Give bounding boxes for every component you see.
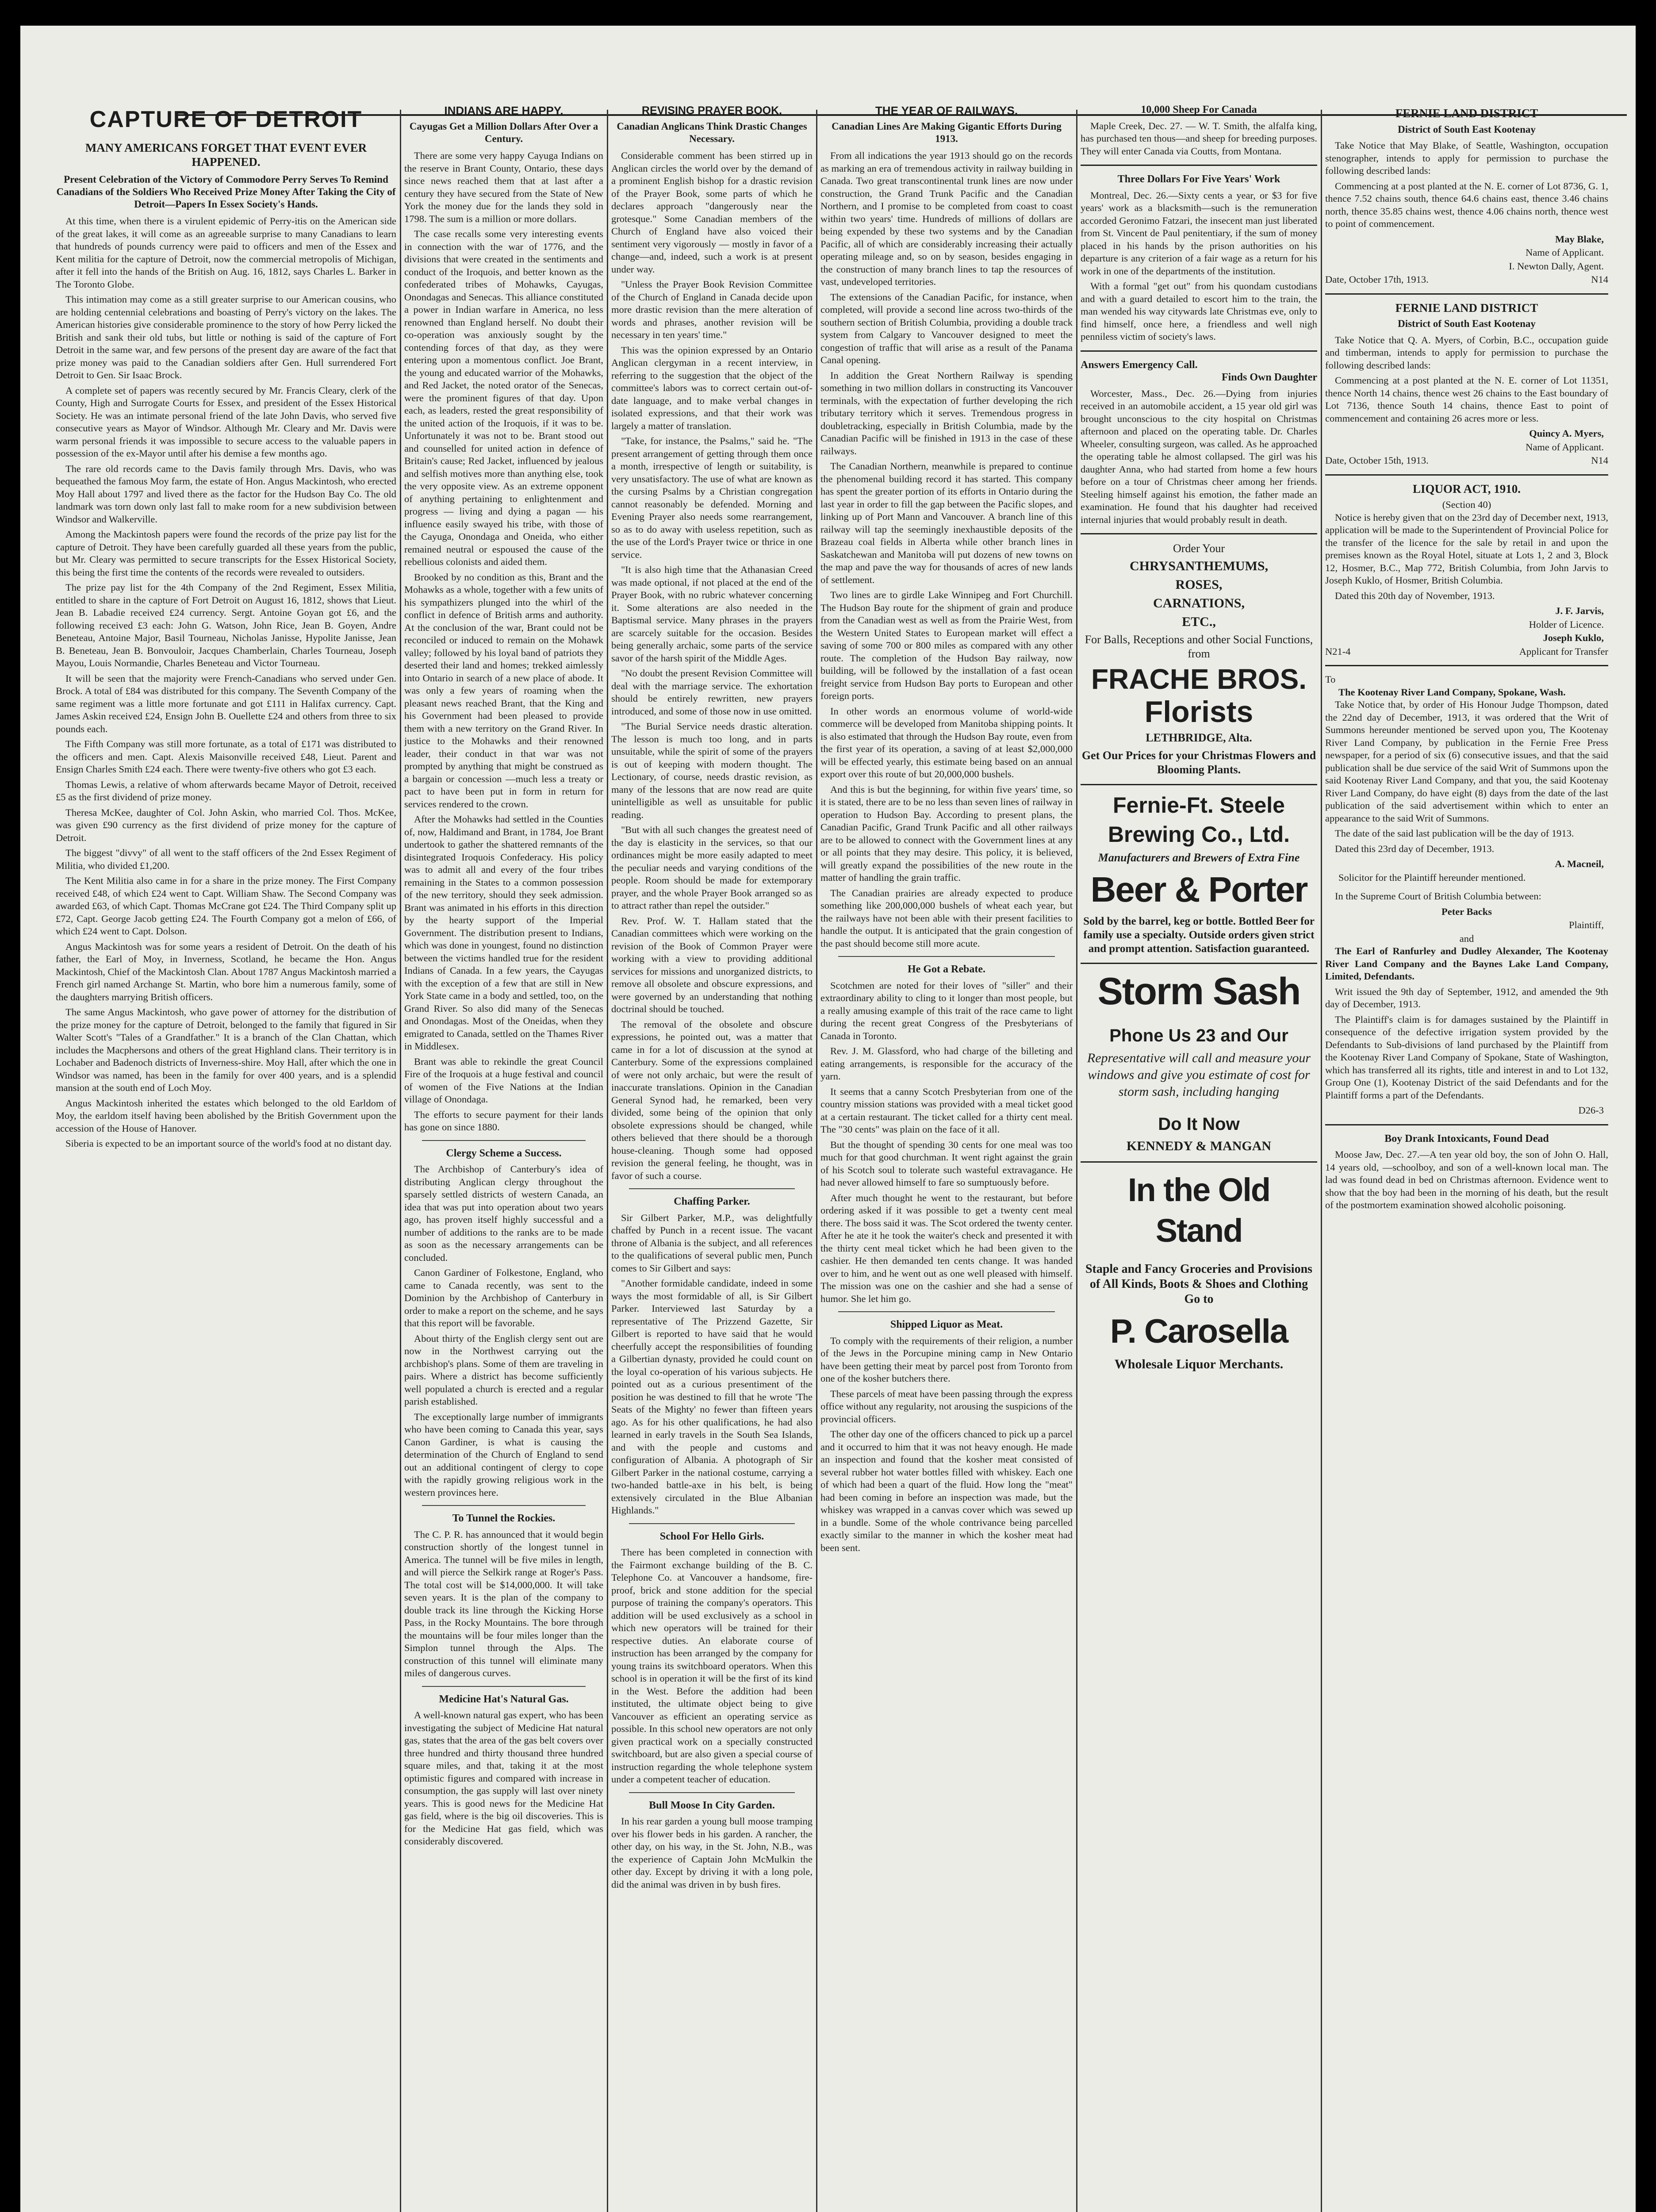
court-and: and xyxy=(1459,933,1474,944)
article-paragraph: These parcels of meat have been passing through the express office without any regularity, not arousing the suspicions of the provincial officers. xyxy=(820,1388,1073,1425)
article-paragraph: Considerable comment has been stirred up in Anglican circles the world over by the demand of a prominent English bishop for a drastic revision of the Prayer Book, some parts of which he declares approach "dangerously near the grotesque." Some Canadian members of the Church of England have also voiced their sentiment very vigorously — mostly in favor of a change—and, indeed, such a work is at present under way. xyxy=(611,150,813,275)
column-2 xyxy=(404,101,603,2212)
article-paragraph: "The Burial Service needs drastic alteration. The lesson is much too long, and in parts unsuitable, while the spirit of some of the prayers is out of keeping with modern thought. The Lectionary, of course, needs drastic revision, as many of the lessons that are now read are quite unintelligible as well as unsuitable for public reading. xyxy=(611,721,813,820)
article-paragraph: The Canadian Northern, meanwhile is prepared to continue the phenomenal building record it has started. This company has spent the greater portion of its efforts in Ontario during the last year in order to fill the gap between the Pacific slopes, and linking up of Port Mann and Vancouver. A branch line of this railway will tap the seemingly inexhaustible deposits of the Brazeau coal fields in Alberta while other branch lines in Saskatchewan and Manitoba will put dozens of new towns on the map and pave the way for thousands of acres of new lands of settlement. xyxy=(820,461,1073,585)
fernie-land-headline: FERNIE LAND DISTRICT xyxy=(1395,301,1538,315)
article-separator xyxy=(838,956,1055,957)
article-paragraph: But the thought of spending 30 cents for one meal was too much for that good churchman. It went right against the grain of his Scotch soul to tolerate such wasteful extravagance. He had never allowed himself to fare so sumptuously before. xyxy=(820,1139,1073,1188)
article-paragraph: Worcester, Mass., Dec. 26.—Dying from injuries received in an automobile accident, a 15 year old girl was brought unconscious to the city hospital on Christmas afternoon and placed on the operating table. Dr. Charles Wheeler, consulting surgeon, was called. As he approached the operating table he almost collapsed. The girl was his daughter Anna, who had started from home a few hours before on a tour of Christmas cheer among her friends. Steeling himself against his emotion, the father made an examination. He found that his daughter had received internal injuries that would probably result in death. xyxy=(1081,388,1317,525)
article-paragraph: Thomas Lewis, a relative of whom afterwards became Mayor of Detroit, received £5 as the first dividend of prize money. xyxy=(56,779,396,803)
notice-code: D26-3 xyxy=(1578,1105,1604,1116)
article-paragraph: Brooked by no condition as this, Brant and the Mohawks as a whole, together with a few units of his sympathizers plunged into the whirl of the conflict in defence of British arms and authority. At the conclusion of the war, Brant could not be reconciled or induced to remain on the Mohawk valley; followed by his loyal band of patriots they deserted their land and homes; trekked aimlessly into Ontario in search of a new place of abode. It was only a few years of roaming when the pleasant news reached Brant, that the King and his Government had been pleased to provide them with a new territory on the Grand River. In justice to the Mohawks and their renowned leader, their conduct in that war was not prompted by anything that might be construed as a bargain or concession —much less a treaty or pact to have been put in form in return for services rendered to the crown. xyxy=(404,571,603,810)
article-separator xyxy=(1081,350,1317,352)
clergy-headline: Clergy Scheme a Success. xyxy=(446,1147,562,1159)
beer-porter-label: Beer & Porter xyxy=(1090,870,1307,909)
article-paragraph: It will be seen that the majority were French-Canadians who served under Gen. Brock. A total of £84 was distributed for this company. The Seventh Company of the same regiment was a little more fortunate and got £111 in Halifax currency. Capt. James Askin received £24, Ensign John B. Ouellette £24 and others from three to six pounds each. xyxy=(56,672,396,734)
column-divider xyxy=(816,110,817,2212)
article-paragraph: After much thought he went to the restaurant, but before ordering asked if it was possible to get a twenty cent meal there. The boss said it was. The Scot ordered the twenty center. After he ate it he took the waiter's check and presented it with the thirty cent meal ticket which he had been given to the cashier. He then demanded ten cents change. It was handed over to him, and he went out as one well pleased with himself. The mission was one on the cashier and she had a sense of humor. She let him go. xyxy=(820,1192,1073,1304)
notice-code: N14 xyxy=(1591,455,1608,466)
court-party: The Earl of Ranfurley and Dudley Alexander, The Kootenay River Land Company and the Baynes Lake Land Company, Limited, Defendants. xyxy=(1325,945,1608,982)
article-separator xyxy=(1081,165,1317,166)
emergency-headline: Answers Emergency Call. xyxy=(1081,359,1198,371)
railways-headline: THE YEAR OF RAILWAYS. xyxy=(875,104,1018,117)
carosella-name: P. Carosella xyxy=(1110,1313,1288,1350)
article-paragraph: To comply with the requirements of their religion, a number of the Jews in the Porcupine mining camp in New Ontario have been getting their meat by parcel post from Toronto from one of the kosher butchers there. xyxy=(820,1335,1073,1384)
article-paragraph: From all indications the year 1913 should go on the records as marking an era of tremendous activity in railway building in Canada. Two great transcontinental trunk lines are now under construction, the Grand Trunk Pacific and the Canadian Northern, and I promise to be completed from coast to coast within two years' time. Hundreds of millions of dollars are being expended by these two systems and by the Canadian Pacific, all of which are considerably increasing their actually operating mileage and, so on by season, besides engaging in the construction of many branch lines to tap the resources of vast, undeveloped territories. xyxy=(820,150,1073,287)
notice-code: N14 xyxy=(1591,274,1608,285)
prayer-book-deck: Canadian Anglicans Think Drastic Changes Necessary. xyxy=(617,121,807,144)
florists-label: Florists xyxy=(1144,695,1254,729)
ad-border xyxy=(1081,784,1317,785)
notice-paragraph: Take Notice that Q. A. Myers, of Corbin, B.C., occupation guide and timberman, intends to apply for permission to purchase the following described lands: xyxy=(1325,334,1608,371)
notice-paragraph: Take Notice that, by order of His Honour Judge Thompson, dated the 22nd day of December, 1913, it was ordered that the Writ of Summons hereunder mentioned be served upon you, The Kootenay River Land Company, by publication in the Fernie Free Press newspaper, for a period of six (6) consecutive issues, and that the said publication shall be due service of the said Writ of Summons upon the said Kootenay River Land Company, and that you, the said Kootenay River Land Company, do have eight (8) days from the date of the last publication of the said advertisement within which to enter an appearance to the said Writ of Summons. xyxy=(1325,699,1608,824)
article-paragraph: Sir Gilbert Parker, M.P., was delightfully chaffed by Punch in a recent issue. The vacant throne of Albania is the subject, and all references to the qualifications of several public men, Punch comes to Sir Gilbert and says: xyxy=(611,1212,813,1274)
signature: Name of Applicant. xyxy=(1526,441,1604,453)
boy-drank-headline: Boy Drank Intoxicants, Found Dead xyxy=(1384,1133,1549,1144)
rebate-headline: He Got a Rebate. xyxy=(908,964,985,975)
article-paragraph: Rev. Prof. W. T. Hallam stated that the Canadian committees which were working on the revision of the Book of Common Prayer were working with a view to providing additional services for missions and unorganized districts, to remove all obsolete and obscure expressions, and were governed by an understanding that nothing doctrinal should be touched. xyxy=(611,915,813,1014)
column-divider xyxy=(400,110,401,2212)
article-paragraph: Rev. J. M. Glassford, who had charge of the billeting and eating arrangements, is responsible for the accuracy of the yarn. xyxy=(820,1045,1073,1082)
article-paragraph: The other day one of the officers chanced to pick up a parcel and it occurred to him that it was not heavy enough. He made an inspection and found that the kosher meat consisted of several rubber hot water bottles filled with whiskey. Each one of which had been a quart of the fluid. How long the "meat" had been coming in before an inspection was made, but the whiskey was wrapped in a canvas cover which was sewed up in a bundle. Some of the whole contrivance being parcelled exactly similar to the manner in which the kosher meat had been sent. xyxy=(820,1429,1073,1553)
article-paragraph: A complete set of papers was recently secured by Mr. Francis Cleary, clerk of the County, High and Surrogate Courts for Essex, and president of the Essex Historical Society. He was an intimate personal friend of the late John Davis, who served five consecutive years as Mayor of Windsor. Although Mr. Cleary and Mr. Davis were warm personal friends it was impossible to secure access to the valuable papers in possession of the ex-Mayor until after his demise a few months ago. xyxy=(56,384,396,459)
florist-ad xyxy=(1081,541,1317,777)
article-paragraph: Siberia is expected to be an important source of the world's food at no distant day. xyxy=(65,1138,392,1149)
article-paragraph: Angus Mackintosh inherited the estates which belonged to the old Earldom of Moy, the earldom itself having been abolished by the British Government upon the accession of the House of Hanover. xyxy=(56,1097,396,1134)
column-divider xyxy=(1076,110,1077,2212)
notice-paragraph: Take Notice that May Blake, of Seattle, Washington, occupation stenographer, intends to apply for permission to purchase the following described lands: xyxy=(1325,140,1608,176)
signature: May Blake, xyxy=(1555,233,1604,245)
article-separator xyxy=(629,1523,795,1524)
emergency-headline-2: Finds Own Daughter xyxy=(1221,372,1317,383)
notice-separator xyxy=(1325,1124,1608,1125)
signature: Quincy A. Myers, xyxy=(1529,428,1604,439)
article-paragraph: The biggest "divvy" of all went to the staff officers of the 2nd Essex Regiment of Militia, who divided £1,200. xyxy=(56,847,396,871)
indians-deck: Cayugas Get a Million Dollars After Over a Century. xyxy=(409,121,598,144)
school-headline: School For Hello Girls. xyxy=(659,1530,764,1542)
liquor-act-section: (Section 40) xyxy=(1442,499,1491,510)
notice-paragraph: The date of the said last publication will be the day of 1913. xyxy=(1335,828,1574,839)
ad-tagline: Wholesale Liquor Merchants. xyxy=(1114,1357,1284,1371)
article-paragraph: The same Angus Mackintosh, who gave power of attorney for the distribution of the prize money for the capture of Detroit, belonged to the family that figured in Sir Walter Scott's "Tales of a Grandfather." It is a branch of the Clan Chattan, which includes the Macphersons and others of the great Highland clans. Their territory is in Lochaber and Badenoch districts of Inverness-shire. Moy Hall, after which the one in Windsor was named, has been in the family for over 400 years, and is a splendid mansion at the south end of Loch Moy. xyxy=(56,1006,396,1093)
column-3 xyxy=(611,101,813,2212)
do-it-now-label: Do It Now xyxy=(1158,1114,1240,1134)
ad-tagline: Manufacturers and Brewers of Extra Fine xyxy=(1098,851,1300,864)
article-paragraph: About thirty of the English clergy sent out are now in the Northwest carrying out the archbishop's plans. Some of them are traveling in pairs. Where a district has become sufficiently well populated a church is erected and a regular parish established. xyxy=(404,1333,603,1407)
notice-paragraph: In the Supreme Court of British Columbia between: xyxy=(1335,891,1541,902)
article-paragraph: "Take, for instance, the Psalms," said he. "The present arrangement of getting through them once a month, irrespective of length or suitability, is very unsatisfactory. The use of what are known as the cursing Psalms by a Christian congregation cannot reasonably be defended. Morning and Evening Prayer also needs some rearrangement, so as to do away with useless repetition, such as the use of the Lord's Prayer twice or thrice in one service. xyxy=(611,435,813,560)
storm-sash-title: Storm Sash xyxy=(1097,970,1300,1013)
notice-paragraph: Writ issued the 9th day of September, 1912, and amended the 9th day of December, 1913. xyxy=(1325,986,1608,1010)
signature: Solicitor for the Plaintiff hereunder mentioned. xyxy=(1338,872,1526,883)
brewing-ad xyxy=(1081,792,1317,956)
column-divider xyxy=(607,110,608,2212)
article-paragraph: This intimation may come as a still greater surprise to our American cousins, who are holding centennial celebrations and boasting of Perry's victory on the lakes. The American histories give considerable prominence to the story of how Perry licked the British and sank their old tubs, but little or nothing is said of the capture of Fort Detroit in the same war, and few persons of the present day are aware of the fact that prize money was paid to the Canadian soldiers after Gen. Hull surrendered Fort Detroit to Gen. Sir Isaac Brock. xyxy=(56,294,396,380)
capture-deck: Present Celebration of the Victory of Commodore Perry Serves To Remind Canadians of the Soldiers Who Received Prize Money After Taking the City of Detroit—Papers In Essex Society's Hands. xyxy=(56,174,396,210)
ad-tagline: Get Our Prices for your Christmas Flowers and Blooming Plants. xyxy=(1081,749,1316,776)
article-separator xyxy=(838,1311,1055,1312)
article-paragraph: Among the Mackintosh papers were found the records of the prize pay list for the capture of Detroit. They have been carefully guarded all these years from the public, but Mr. Cleary was permitted to secure transcripts for the Essex Historical Society, this being the first time the contents of the records were revealed to outsiders. xyxy=(56,529,396,578)
article-paragraph: Two lines are to girdle Lake Winnipeg and Fort Churchill. The Hudson Bay route for the shipment of grain and produce from the Canadian west as well as from the Prairie West, from the Western United States to European market will effect a saving of some 700 or 800 miles as compared with any other route. The completion of the Hudson Bay railway, now building, will be followed by the installation of a fast ocean freight service from Hudson Bay ports to European and other foreign ports. xyxy=(820,589,1073,701)
indians-headline: INDIANS ARE HAPPY. xyxy=(444,104,564,117)
district-subhead: District of South East Kootenay xyxy=(1398,318,1536,329)
notice-date: Date, October 15th, 1913. xyxy=(1325,455,1429,466)
court-party: Peter Backs xyxy=(1441,906,1492,917)
liquor-meat-headline: Shipped Liquor as Meat. xyxy=(890,1319,1003,1330)
notice-date-row xyxy=(1325,273,1608,286)
article-paragraph: There has been completed in connection with the Fairmont exchange building of the B. C. Telephone Co. at Vancouver a handsome, fire-proof, brick and stone addition for the special purpose of training the company's operators. This addition will be used exclusively as a school in which new operators will be trained for their respective duties. An elaborate course of instruction has been arranged by the company for young trains its switchboard operators. When this school is in operation it will be the first of its kind in the West. Before the addition had been instituted, the ultimate object being to give Vancouver as efficient an operating service as possible. In this school new operators are not only given practical work on a specially constructed switchboard, but are also given a special course of instruction regarding the whole telephone system under a competent teacher of education. xyxy=(611,1547,813,1785)
ad-line: CARNATIONS, xyxy=(1153,596,1245,611)
column-1 xyxy=(56,101,396,2212)
notice-paragraph: Commencing at a post planted at the N. E. corner of Lot 8736, G. 1, thence 7.52 chains south, thence 64.6 chains east, thence 3.46 chains north, thence 35.85 chains west, thence 4.06 chains north, thence west to point of commencement. xyxy=(1325,180,1608,229)
article-paragraph: "It is also high time that the Athanasian Creed was made optional, if not placed at the end of the Prayer Book, with no rubric whatever concerning it. Some alterations are also needed in the Baptismal service. Many phrases in the prayers are scarcely suitable for the occasion. Besides being generally archaic, some parts of the service savor of the harsh spirit of the Middle Ages. xyxy=(611,564,813,664)
ad-border xyxy=(1081,963,1317,964)
notice-date-row xyxy=(1325,645,1608,658)
newspaper-page xyxy=(20,26,1636,2212)
article-paragraph: The Kent Militia also came in for a share in the prize money. The First Company received £48, of which £24 went to Capt. William Shaw. The Second Company was awarded £63, of which Capt. Thomas McCrane got £24. The Third Company split up £72, Capt. George Jacob getting £24. The Fourth Company got a melon of £66, of which £24 went to Capt. Dolson. xyxy=(56,875,396,937)
notice-date-row xyxy=(1325,454,1608,467)
article-paragraph: In other words an enormous volume of world-wide commerce will be developed from Manitoba shipping points. It is also estimated that through the Hudson Bay route, even from the first year of its operation, a saving of at least $2,000,000 will be effected yearly, this estimate being based on an annual export over this route of but 20,000,000 bushels. xyxy=(820,705,1073,780)
article-paragraph: The case recalls some very interesting events in connection with the war of 1776, and the divisions that were created in the sentiments and conduct of the Iroquois, and better known as the confederated tribes of Mohawks, Cayugas, Onondagas and Senecas. This alliance constituted a power in Indian warfare in America, no less renowned than England herself. No doubt their co-operation was anxiously sought by the contending forces of that day, as they were entering upon a momentous conflict. Joe Brant, the young and educated warrior of the Mohawks, and Red Jacket, the noted orator of the Senecas, were the prominent figures of that day. Upon each, as leaders, rested the great responsibility of the united action of the Iroquois, if it was to be. Unfortunately it was not to be. Brant stood out and counselled for united action in defence of Britain's cause; Red Jacket, influenced by jealous and selfish motives more than anything else, took the very opposite view. As an extreme opponent of anything pertaining to enlightenment and progress — living and dying a pagan — his influence easily swayed his tribe, with those of the Cayuga, Onondaga and Oneida, who either remained neutral or espoused the cause of the rebellious colonists and aided them. xyxy=(404,228,603,567)
article-separator xyxy=(422,1686,586,1687)
article-paragraph: In addition the Great Northern Railway is spending something in two million dollars in constructing its Vancouver terminals, with the expectation of further developing the rich tributary territory which it serves. Tremendous progress in doubletracking, especially in British Columbia, made by the Canadian Pacific will be finished in 1913 in the case of these railways. xyxy=(820,369,1073,457)
signature: Holder of Licence. xyxy=(1529,618,1604,630)
article-paragraph: With a formal "get out" from his quondam custodians and with a guard detailed to escort him to the train, the man wended his way citywards late Christmas eve, only to find himself, once here, a friendless and well nigh penniless victim of society's laws. xyxy=(1081,280,1317,342)
notice-paragraph: Dated this 23rd day of December, 1913. xyxy=(1335,843,1495,854)
article-paragraph: Brant was able to rekindle the great Council Fire of the Iroquois at a huge festival and council of women of the Five Nations at the Indian village of Onondaga. xyxy=(404,1056,603,1105)
article-paragraph: Scotchmen are noted for their loves of "siller" and their extraordinary ability to cling to it longer than most people, but a really amusing example of this trait of the race came to light during the recent great Congress of the Presbyterians of Canada in Toronto. xyxy=(820,979,1073,1041)
article-paragraph: "Unless the Prayer Book Revision Committee of the Church of England in Canada decide upon more drastic revision than the mere alteration of words and phrases, another revision will be necessary in ten years' time." xyxy=(611,279,813,340)
notice-date: Date, October 17th, 1913. xyxy=(1325,274,1429,285)
article-paragraph: And this is but the beginning, for within five years' time, so it is stated, there are to be no less than seven lines of railway in operation to Hudson Bay. According to present plans, the Canadian Pacific, Grand Trunk Pacific and all other railways are to be allowed to connect with the Government lines at any or all points that they may desire. This policy, it is believed, will greatly expand the possibilities of the new route in the matter of handling the grain traffic. xyxy=(820,783,1073,883)
old-stand-title: In the Old Stand xyxy=(1127,1171,1270,1249)
signature: A. Macneil, xyxy=(1555,858,1604,869)
article-paragraph: The Archbishop of Canterbury's idea of distributing Anglican clergy throughout the sparsely settled districts of western Canada, an idea that was put into operation about two years ago, has proven itself highly successful and a number of additions to the ranks are to be made as soon as the necessary arrangements can be concluded. xyxy=(404,1164,603,1263)
article-paragraph: The prize pay list for the 4th Company of the 2nd Regiment, Essex Militia, entitled to share in the capture of Fort Detroit on August 16, 1812, shows that Lieut. Jean B. Labadie received £24 currency. Sergt. Antoine Goyan got £6, and the following received £3 each: John G. Watson, John Rice, Jean B. Goyen, Andre Beneteau, Antoine Major, Basil Tourneau, Nicholas Janisse, Hypolite Janisse, Jean B. Beneteau, Jean B. Bonvouloir, Jacques Chamberlain, Charles Tourneau, Joseph Mayou, Louis Normandie, Charles Beneteau and Victor Tourneau. xyxy=(56,582,396,668)
ad-line: CHRYSANTHEMUMS, xyxy=(1129,559,1269,573)
notice-paragraph: The Plaintiff's claim is for damages sustained by the Plaintiff in consequence of the defective irrigation system provided by the Defendants to Sub-divisions of land purchased by the Plaintiff from the Kootenay River Land Company of Spokane, State of Washington, which has transferred all its rights, title and interest in and to Lot 132, Group One (1), Kootenay District of the said Defendants and for the Plaintiff forms a part of the Defendants. xyxy=(1325,1014,1608,1101)
column-4 xyxy=(820,101,1073,2212)
article-paragraph: Moose Jaw, Dec. 27.—A ten year old boy, the son of John O. Hall, 14 years old, —schoolboy, and son of a well-known local man. The lad was found dead in bed on Christmas afternoon. Evidence went to show that the boy had been in the morning of his death, but the result of the postmortem examination showed alcoholic poisoning. xyxy=(1325,1149,1608,1210)
ad-line: Order Your xyxy=(1173,542,1225,555)
article-paragraph: Canon Gardiner of Folkestone, England, who came to Canada recently, was sent to the Dominion by the Archbishop of Canterbury in order to make a report on the scheme, and he says that this report will be favorable. xyxy=(404,1267,603,1329)
ad-tagline: Sold by the barrel, keg or bottle. Bottled Beer for family use a specialty. Outside orders given strict and prompt attention. Satisfaction guaranteed. xyxy=(1083,915,1315,955)
article-paragraph: Theresa McKee, daughter of Col. John Askin, who married Col. Thos. McKee, was given £90 currency as the first dividend of prize money for the capture of Detroit. xyxy=(56,806,396,843)
article-paragraph: The efforts to secure payment for their lands has gone on since 1880. xyxy=(404,1109,603,1133)
signature: Applicant for Transfer xyxy=(1519,645,1608,657)
ad-line: For Balls, Receptions and other Social Functions, from xyxy=(1085,633,1313,660)
ad-border xyxy=(1081,533,1317,534)
fernie-land-headline: FERNIE LAND DISTRICT xyxy=(1395,107,1538,120)
article-paragraph: At this time, when there is a virulent epidemic of Perry-itis on the American side of the great lakes, it will come as an agreeable surprise to many Canadians to learn that hundreds of pounds currency were paid to officers and men of the Essex and Kent militia for the capture of Detroit, now the commercial metropolis of Michigan, after it fell into the hands of the British on Aug. 16, 1812, says Charles L. Barker in The Toronto Globe. xyxy=(56,215,396,290)
notice-code: N21-4 xyxy=(1325,645,1351,657)
article-paragraph: A well-known natural gas expert, who has been investigating the subject of Medicine Hat natural gas, states that the area of the gas belt covers over three hundred and thirty thousand three hundred square miles, and that, taking it at the most optimistic figures and compared with increase in consumption, the gas supply will last over ninety years. This is good news for the Medicine Hat gas field, where is the big oil discoveries. This is for the Medicine Hat gas field, which was considerably discovered. xyxy=(404,1709,603,1847)
notice-separator xyxy=(1325,293,1608,295)
district-subhead: District of South East Kootenay xyxy=(1398,123,1536,135)
capture-article-body xyxy=(56,215,396,1150)
article-paragraph: The rare old records came to the Davis family through Mrs. Davis, who was bequeathed the famous Moy farm, the estate of Hon. Angus Mackintosh, who erected Moy Hall about 1797 and lived there as the factor for the Hudson Bay Co. The old landmark was torn down only last fall to make room for a new subdivision between Windsor and Walkerville. xyxy=(56,463,396,525)
article-paragraph: The Fifth Company was still more fortunate, as a total of £171 was distributed to the officers and men. Capt. Alexis Maisonville received £48, Lieut. Parent and Ensign Charles Smith £24 each. There were twenty-five others who got £3 each. xyxy=(56,738,396,775)
railways-deck: Canadian Lines Are Making Gigantic Efforts During 1913. xyxy=(832,121,1062,144)
notice-to: To xyxy=(1325,674,1336,685)
article-separator xyxy=(629,1792,795,1793)
signature: J. F. Jarvis, xyxy=(1555,605,1604,616)
signature: Name of Applicant. xyxy=(1526,247,1604,258)
chaffing-headline: Chaffing Parker. xyxy=(674,1196,750,1207)
article-separator xyxy=(422,1140,586,1141)
notice-paragraph: Notice is hereby given that on the 23rd day of December next, 1913, application will be made to the Superintendent of Provincial Police for the transfer of the licence for the sale by retail in and upon the premises known as the Royal Hotel, situate at Lots 1, 2 and 3, Block 12, Hosmer, B.C., Map 772, British Columbia, from John Jarvis to Joseph Kuklo, of Hosmer, British Columbia. xyxy=(1325,511,1608,586)
notice-separator xyxy=(1325,474,1608,476)
ad-line: ETC., xyxy=(1182,614,1216,629)
sheep-headline: 10,000 Sheep For Canada xyxy=(1141,104,1257,115)
tunnel-headline: To Tunnel the Rockies. xyxy=(452,1513,556,1524)
article-paragraph: The Canadian prairies are already expected to produce something like 200,000,000 bushels of wheat each year, but the railways have not been able with their present facilities to handle the output. It is anticipated that the grain congestion of the past should become still more acute. xyxy=(820,887,1073,949)
gas-headline: Medicine Hat's Natural Gas. xyxy=(439,1693,569,1705)
notice-paragraph: Dated this 20th day of November, 1913. xyxy=(1335,590,1495,601)
brewery-name-2: Brewing Co., Ltd. xyxy=(1108,822,1290,847)
brewery-name-1: Fernie-Ft. Steele xyxy=(1113,793,1285,818)
court-role: Plaintiff, xyxy=(1569,919,1604,930)
article-paragraph: This was the opinion expressed by an Ontario Anglican clergyman in a recent interview, in referring to the suggestion that the object of the committee's labors was to correct certain out-of-date language, and to make verbal changes in isolated expressions, and that their work was largely a matter of translation. xyxy=(611,344,813,431)
ad-border xyxy=(1081,1161,1317,1163)
notice-paragraph: Commencing at a post planted at the N. E. corner of Lot 11351, thence North 14 chains, thence west 26 chains to the East boundary of Lot 7136, thence South 14 chains, thence East to point of commencement and containing 26 acres more or less. xyxy=(1325,375,1608,424)
article-paragraph: The C. P. R. has announced that it would begin construction shortly of the longest tunnel in America. The tunnel will be five miles in length, and will pierce the Selkirk range at Roger's Pass. The total cost will be $14,000,000. It will take seven years. It is the plan of the company to double track its line through the Kicking Horse Pass, in the Rocky Mountains. The bore through the mountains will be four miles longer than the Simplon tunnel through the Alps. The construction of this tunnel will eliminate many miles of dangerous curves. xyxy=(404,1528,603,1678)
article-paragraph: "No doubt the present Revision Committee will deal with the marriage service. The exhortation should be entirely rewritten, new prayers introduced, and some of those now in use omitted. xyxy=(611,668,813,717)
column-6 xyxy=(1325,101,1608,2212)
article-separator xyxy=(629,1188,795,1189)
article-paragraph: Montreal, Dec. 26.—Sixty cents a year, or $3 for five years' work as a blacksmith—such is the remuneration accorded Geronimo Fatzari, the insecent man just liberated from St. Vincent de Paul penitentiary, if the sum of money placed in his hands by the prison authorities on his departure is any criterion of a fair wage as a return for his work in one of the departments of the institution. xyxy=(1081,189,1317,276)
column-5 xyxy=(1081,101,1317,2212)
signature: Joseph Kuklo, xyxy=(1543,632,1604,643)
article-paragraph: The removal of the obsolete and obscure expressions, he pointed out, was a matter that came in for a lot of discussion at the synod at Canterbury. Some of the expressions complained of were not only archaic, but were the result of inaccurate translations. Opinion in the Canadian General Synod had, he remarked, been very divided, some being of the opinion that only obsolete expressions should be changed, while others believed that there should be a thorough house-cleaning. Though some had opposed revision the general feeling, he thought, was in favor of such a course. xyxy=(611,1018,813,1181)
capture-of-detroit-headline: CAPTURE OF DETROIT xyxy=(89,107,363,132)
article-paragraph: In his rear garden a young bull moose tramping over his flower beds in his garden. A rancher, the other day, on his way, in the St. John, N.B., was the experience of Captain John McMulkin the other day. Except by driving it with a long pole, did the animal was driven in by bush fires. xyxy=(611,1816,813,1890)
notice-separator xyxy=(1325,665,1608,666)
frache-bros-name: FRACHE BROS. xyxy=(1091,663,1307,695)
article-paragraph: "Another formidable candidate, indeed in some ways the most formidable of all, is Sir Gilbert Parker. Interviewed last Saturday by a representative of The Prizzend Gazette, Sir Gilbert is reported to have said that he would cheerfully accept the responsibilities of founding a Gilbertian dynasty, provided he could count on the loyal co-operation of his various subjects. He pointed out as a curious presentiment of the position he was destined to fill that he wrote 'The Seats of the Mighty' no fewer than fifteen years ago. As for his other qualifications, he had also learned in early travels in the South Sea Islands, and with the people and customs and configuration of Albania. A photograph of Sir Gilbert Parker in the national costume, carrying a two-handed battle-axe in his belt, is being extensively circulated in the Blue Albanian Highlands." xyxy=(611,1278,813,1516)
article-paragraph: The extensions of the Canadian Pacific, for instance, when completed, will provide a second line across two-thirds of the southern section of British Columbia, providing a double track system from Calgary to Vancouver designed to meet the congestion of traffic that will arise as a result of the Panama Canal opening. xyxy=(820,291,1073,365)
article-paragraph: It seems that a canny Scotch Presbyterian from one of the country mission stations was provided with a meal ticket good at a certain restaurant. The ticket called for a thirty cent meal. The "30 cents" was plain on the face of it all. xyxy=(820,1086,1073,1135)
article-separator xyxy=(422,1505,586,1506)
moose-headline: Bull Moose In City Garden. xyxy=(649,1799,775,1811)
article-paragraph: "But with all such changes the greatest need of the day is elasticity in the services, so that our ordinances might be more easily adapted to meet the peculiar needs and varying conditions of the people. Room should be made for extemporary prayer, and the whole Prayer Book arranged so as to attract rather than repel the outsider." xyxy=(611,824,813,911)
article-paragraph: Maple Creek, Dec. 27. — W. T. Smith, the alfalfa king, has purchased ten thous—and sheep for breeding purposes. They will enter Canada via Coutts, from Montana. xyxy=(1081,120,1317,157)
prayer-book-headline: REVISING PRAYER BOOK. xyxy=(641,104,782,117)
column-divider xyxy=(1321,110,1322,2212)
article-paragraph: The exceptionally large number of immigrants who have been coming to Canada this year, says Canon Gardiner, is what is causing the determination of the Church of England to send out an additional contingent of clergy to cope with the rapidly growing religious work in the western provinces here. xyxy=(404,1411,603,1498)
article-paragraph: There are some very happy Cayuga Indians on the reserve in Brant County, Ontario, these days since news reached them that at last after a century they have secured from the State of New York the money due for the lands they sold in 1798. The sum is a million or more dollars. xyxy=(404,150,603,224)
ad-tagline: Staple and Fancy Groceries and Provisions of All Kinds, Boots & Shoes and Clothing Go to xyxy=(1085,1262,1313,1306)
ad-town: LETHBRIDGE, Alta. xyxy=(1146,731,1252,744)
capture-subheadline: MANY AMERICANS FORGET THAT EVENT EVER HAPPENED. xyxy=(85,141,367,169)
handwritten-text: Representative will call and measure your windows and give you estimate of cost for storm sash, including hanging xyxy=(1087,1051,1311,1099)
ad-line: ROSES, xyxy=(1175,577,1223,592)
carosella-ad xyxy=(1081,1170,1317,1372)
liquor-act-headline: LIQUOR ACT, 1910. xyxy=(1412,482,1521,495)
phone-line: Phone Us 23 and Our xyxy=(1109,1026,1288,1045)
article-paragraph: Angus Mackintosh was for some years a resident of Detroit. On the death of his father, the Earl of Moy, in Inverness, Scotland, he became the Hon. Angus Mackintosh, Chief of the Mackintosh Clan. About 1787 Angus Mackintosh married a French girl named Archange St. Martin, who bore him a numerous family, some of the daughters marrying British officers. xyxy=(56,941,396,1002)
kennedy-mangan-label: KENNEDY & MANGAN xyxy=(1126,1139,1272,1153)
notice-addressee: The Kootenay River Land Company, Spokane, Wash. xyxy=(1338,686,1566,698)
article-paragraph: After the Mohawks had settled in the Counties of, now, Haldimand and Brant, in 1784, Joe Brant undertook to gather the shattered remnants of the disintegrated Iroquois Confederacy. His policy was to admit all and every of the four tribes remaining in the States to a common possession of the new territory, should they seek admission. Brant was animated in his efforts in this direction by the hearty support of the Imperial Government. The distribution present to Indians, which was done in youngest, found no distinction between the victims handled true for the resident Indians of Canada. In a few years, the Cayugas with the exception of a few that are still in New York State came in a body and settled, too, on the Grand River. So also did many of the Senecas and Onondagas. Most of the Oneidas, when they emigrated to Canada, settled on the Thames River in Middlesex. xyxy=(404,814,603,1052)
signature: I. Newton Dally, Agent. xyxy=(1509,260,1604,272)
three-dollars-headline: Three Dollars For Five Years' Work xyxy=(1117,173,1280,185)
storm-sash-ad xyxy=(1081,971,1317,1154)
